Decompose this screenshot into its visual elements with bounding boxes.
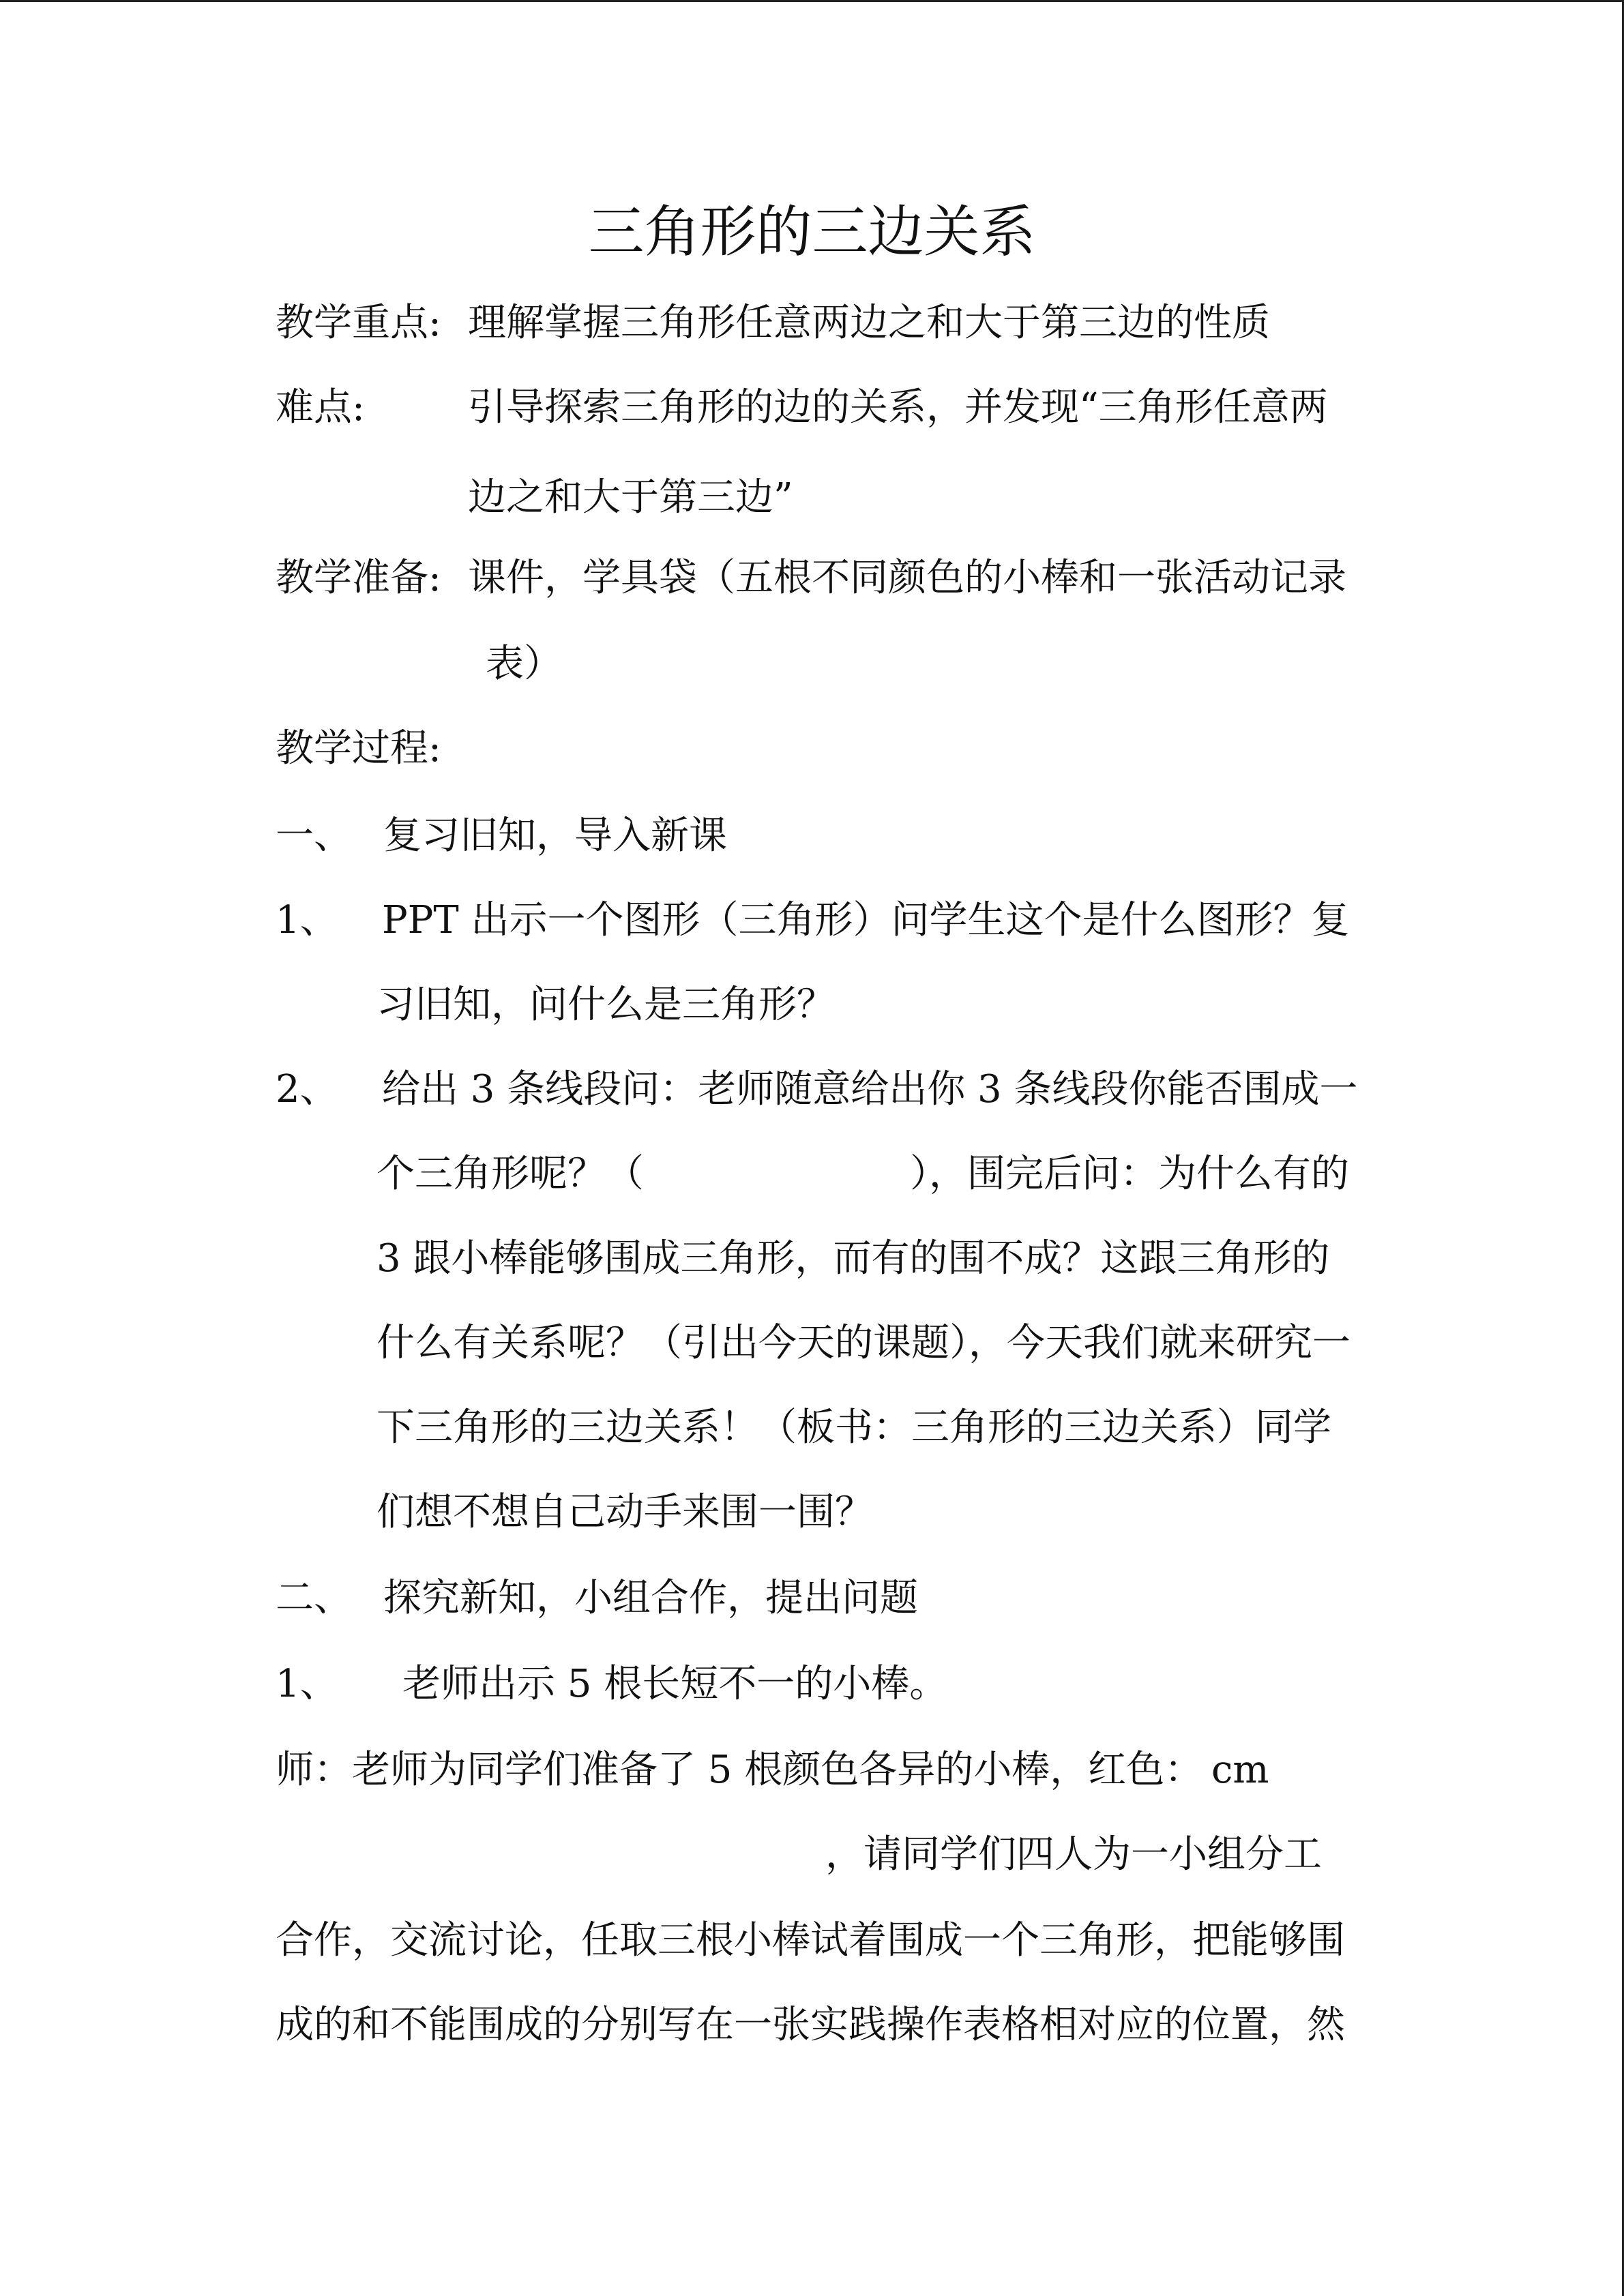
prep-text-line-1: 课件，学具袋（五根不同颜色的小棒和一张活动记录 — [468, 556, 1346, 600]
teacher-line-3: 合作，交流讨论，任取三根小棒试着围成一个三角形，把能够围 — [276, 1918, 1345, 1963]
section-2-item-1-number: 1、 — [276, 1662, 338, 1706]
section-1-number: 一、 — [276, 814, 352, 858]
focus-label: 教学重点: — [276, 301, 441, 345]
prep-label: 教学准备: — [276, 556, 441, 600]
teacher-line-4: 成的和不能围成的分别写在一张实践操作表格相对应的位置，然 — [276, 2003, 1345, 2047]
item-2-text-line-2a: 个三角形呢？（ — [377, 1152, 644, 1196]
section-1-title: 复习旧知，导入新课 — [383, 814, 727, 858]
prep-text-line-2: 表） — [486, 642, 562, 686]
item-2-number: 2、 — [276, 1067, 338, 1112]
focus-text: 理解掌握三角形任意两边之和大于第三边的性质 — [468, 301, 1270, 345]
item-1-number: 1、 — [276, 898, 338, 942]
page-border-top — [0, 0, 1624, 2]
difficulty-text-line-2: 边之和大于第三边” — [468, 475, 793, 520]
item-1-text-line-2: 习旧知，问什么是三角形？ — [377, 983, 835, 1027]
item-2-text-line-1: 给出 3 条线段问：老师随意给出你 3 条线段你能否围成一 — [382, 1067, 1358, 1112]
difficulty-label: 难点: — [276, 385, 365, 430]
section-2-item-1-text: 老师出示 5 根长短不一的小棒。 — [402, 1662, 948, 1706]
difficulty-text-line-1: 引导探索三角形的边的关系，并发现“三角形任意两 — [468, 385, 1328, 430]
item-2-text-line-4: 什么有关系呢？（引出今天的课题），今天我们就来研究一 — [377, 1321, 1350, 1365]
item-2-text-line-3: 3 跟小棒能够围成三角形，而有的围不成？这跟三角形的 — [377, 1236, 1330, 1281]
item-2-text-line-5: 下三角形的三边关系！（板书：三角形的三边关系）同学 — [377, 1405, 1331, 1450]
item-2-text-line-2b: ），围完后问：为什么有的 — [910, 1152, 1349, 1196]
section-2-number: 二、 — [276, 1576, 352, 1620]
item-2-text-line-6: 们想不想自己动手来围一围？ — [377, 1490, 873, 1534]
section-2-title: 探究新知，小组合作，提出问题 — [383, 1576, 918, 1620]
page-title: 三角形的三边关系 — [588, 200, 1036, 265]
teacher-line-1: 师：老师为同学们准备了 5 根颜色各异的小棒，红色： — [276, 1748, 1203, 1792]
teacher-unit: cm — [1211, 1748, 1269, 1792]
process-label: 教学过程: — [276, 726, 441, 771]
item-1-text-line-1: PPT 出示一个图形（三角形）问学生这个是什么图形？复 — [382, 898, 1350, 942]
teacher-line-2: ，请同学们四人为一小组分工 — [825, 1832, 1322, 1877]
